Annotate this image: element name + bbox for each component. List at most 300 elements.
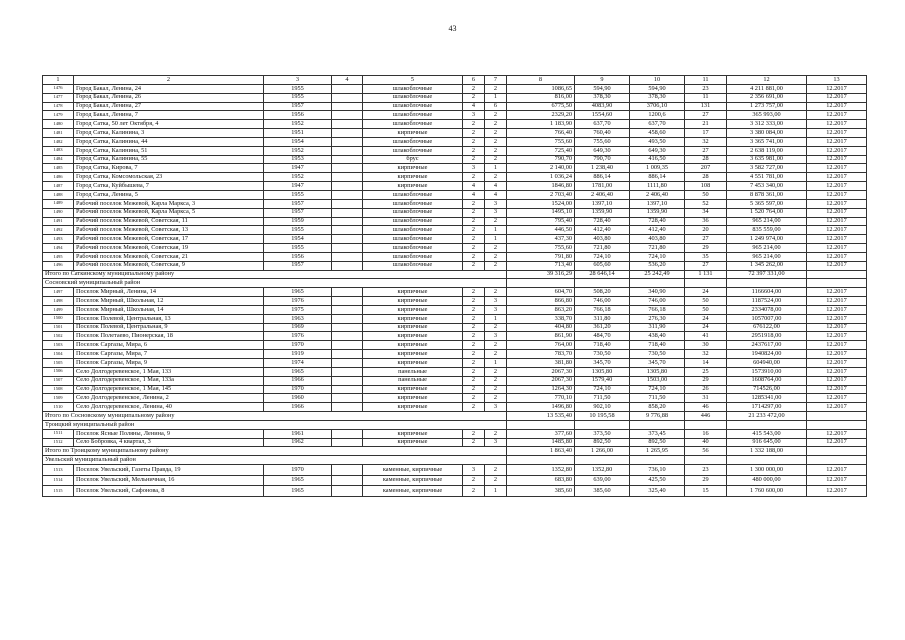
data-cell: 12.2017 — [807, 120, 867, 129]
address-cell: Поселок Полевой, Центральная, 13 — [74, 314, 264, 323]
row-number: 1512 — [43, 438, 74, 447]
table-row — [43, 217, 867, 226]
data-cell: 886,14 — [630, 173, 685, 182]
data-cell: 1955 — [264, 244, 332, 253]
data-cell: 2 — [485, 129, 507, 138]
table-row — [43, 199, 867, 208]
data-cell: 3 365 741,00 — [727, 137, 807, 146]
table-row — [43, 190, 867, 199]
row-number: 1483 — [43, 146, 74, 155]
table-row — [43, 84, 867, 93]
data-cell: кирпичные — [363, 323, 463, 332]
data-cell: 1397,10 — [630, 199, 685, 208]
data-cell: 1714297,00 — [727, 403, 807, 412]
total-value: 21 233 472,00 — [727, 412, 807, 421]
data-cell: шлакоблочные — [363, 208, 463, 217]
data-cell: 1955 — [264, 190, 332, 199]
data-cell: 12.2017 — [807, 199, 867, 208]
data-cell: 1 238,40 — [575, 164, 630, 173]
data-cell: 2 — [463, 261, 485, 270]
data-cell: 863,20 — [507, 305, 575, 314]
data-cell: 2 — [485, 173, 507, 182]
table-row — [43, 93, 867, 102]
empty-cell — [507, 279, 575, 288]
data-cell: 2 — [463, 199, 485, 208]
data-cell: 1954 — [264, 137, 332, 146]
address-cell: Село Долгодеревенское, 1 Мая, 133а — [74, 376, 264, 385]
table-row — [43, 305, 867, 314]
data-cell: 755,60 — [575, 137, 630, 146]
data-cell: кирпичные — [363, 403, 463, 412]
data-cell: 604940,00 — [727, 359, 807, 368]
data-cell: 381,80 — [507, 359, 575, 368]
data-cell: 12.2017 — [807, 102, 867, 111]
data-cell: 2 — [485, 261, 507, 270]
data-cell: 1952 — [264, 173, 332, 182]
data-cell: 1524,00 — [507, 199, 575, 208]
header-cell: 2 — [74, 76, 264, 85]
data-cell — [332, 102, 363, 111]
data-cell: 2 — [463, 155, 485, 164]
data-cell: 718,40 — [575, 341, 630, 350]
data-cell: 1285341,00 — [727, 394, 807, 403]
data-cell: 3 380 084,00 — [727, 129, 807, 138]
total-value: 72 397 331,00 — [727, 270, 807, 279]
data-cell: 1951 — [264, 129, 332, 138]
data-cell: 1947 — [264, 164, 332, 173]
total-value: 39 316,29 — [507, 270, 575, 279]
data-cell — [332, 288, 363, 297]
data-cell: 536,20 — [630, 261, 685, 270]
data-cell — [332, 146, 363, 155]
address-cell: Рабочий поселок Межевой, Карла Маркса, 3 — [74, 199, 264, 208]
data-cell: 1 — [485, 486, 507, 497]
data-cell: 1965 — [264, 486, 332, 497]
data-cell: 4083,90 — [575, 102, 630, 111]
data-cell: 718,40 — [630, 341, 685, 350]
data-cell: каменные, кирпичные — [363, 486, 463, 497]
total-value: 1 332 188,00 — [727, 447, 807, 456]
table-row — [43, 376, 867, 385]
data-cell: 31 — [685, 394, 727, 403]
table-row — [43, 475, 867, 486]
table-row — [43, 486, 867, 497]
data-cell: 12.2017 — [807, 341, 867, 350]
data-cell: 721,80 — [575, 244, 630, 253]
data-cell: 12.2017 — [807, 111, 867, 120]
data-cell — [332, 323, 363, 332]
row-number: 1488 — [43, 190, 74, 199]
data-cell: 1956 — [264, 111, 332, 120]
data-cell: 2 — [463, 438, 485, 447]
data-cell: 2 — [463, 93, 485, 102]
table-row — [43, 297, 867, 306]
data-cell — [332, 208, 363, 217]
data-cell: 639,00 — [575, 475, 630, 486]
data-cell: 1919 — [264, 350, 332, 359]
data-cell: 2 — [463, 376, 485, 385]
data-cell: 1965 — [264, 367, 332, 376]
data-cell: 1962 — [264, 438, 332, 447]
data-cell: 2 — [463, 235, 485, 244]
data-cell: 12.2017 — [807, 208, 867, 217]
data-cell: 12.2017 — [807, 155, 867, 164]
row-number: 1482 — [43, 137, 74, 146]
data-cell: 1264,30 — [507, 385, 575, 394]
data-cell: 4 — [463, 190, 485, 199]
data-cell — [332, 359, 363, 368]
data-cell: 11 — [685, 93, 727, 102]
data-cell: 3 — [463, 111, 485, 120]
data-cell: 965 214,00 — [727, 252, 807, 261]
data-cell: шлакоблочные — [363, 244, 463, 253]
data-cell: 2 — [463, 217, 485, 226]
data-cell: 12.2017 — [807, 465, 867, 476]
address-cell: Поселок Саргазы, Мира, 9 — [74, 359, 264, 368]
data-cell: 728,40 — [575, 217, 630, 226]
data-cell: 2334078,00 — [727, 305, 807, 314]
data-cell: 2 — [463, 359, 485, 368]
data-cell: 29 — [685, 244, 727, 253]
data-cell: 1495,10 — [507, 208, 575, 217]
data-cell: 1 345 262,00 — [727, 261, 807, 270]
empty-cell — [727, 456, 807, 465]
data-cell: 2 — [463, 367, 485, 376]
data-cell: 12.2017 — [807, 486, 867, 497]
data-cell: каменные, кирпичные — [363, 475, 463, 486]
address-cell: Рабочий поселок Межевой, Карла Маркса, 5 — [74, 208, 264, 217]
data-cell: 2 — [485, 217, 507, 226]
data-cell — [332, 403, 363, 412]
data-cell: кирпичные — [363, 288, 463, 297]
row-number: 1499 — [43, 305, 74, 314]
data-cell: 711,50 — [630, 394, 685, 403]
row-number: 1505 — [43, 359, 74, 368]
data-cell: 403,80 — [575, 235, 630, 244]
data-cell: 783,70 — [507, 350, 575, 359]
total-value: 9 776,88 — [630, 412, 685, 421]
table-row — [43, 173, 867, 182]
data-cell: 12.2017 — [807, 190, 867, 199]
data-cell — [332, 226, 363, 235]
data-cell: 415 543,00 — [727, 429, 807, 438]
data-cell: 1957 — [264, 208, 332, 217]
data-cell: 1397,10 — [575, 199, 630, 208]
data-cell: 12.2017 — [807, 84, 867, 93]
address-cell: Город Сатка, Ленина, 5 — [74, 190, 264, 199]
data-cell: 2 — [463, 252, 485, 261]
empty-cell — [807, 456, 867, 465]
data-cell: 2 — [485, 394, 507, 403]
data-cell — [332, 217, 363, 226]
data-cell: 52 — [685, 199, 727, 208]
data-cell: брус — [363, 155, 463, 164]
data-cell: 1970 — [264, 385, 332, 394]
data-cell: 2 — [485, 288, 507, 297]
row-number: 1485 — [43, 164, 74, 173]
data-cell: 2 — [485, 341, 507, 350]
data-cell: 27 — [685, 235, 727, 244]
header-cell: 7 — [485, 76, 507, 85]
empty-cell — [630, 456, 685, 465]
table-row — [43, 367, 867, 376]
data-cell: 24 — [685, 314, 727, 323]
total-value: 1 265,95 — [630, 447, 685, 456]
data-cell: 1957 — [264, 261, 332, 270]
empty-cell — [685, 279, 727, 288]
row-number: 1496 — [43, 261, 74, 270]
data-cell: 345,70 — [630, 359, 685, 368]
row-number: 1476 — [43, 84, 74, 93]
data-cell — [332, 155, 363, 164]
data-cell: 746,00 — [575, 297, 630, 306]
row-number: 1478 — [43, 102, 74, 111]
data-cell: 1 009,35 — [630, 164, 685, 173]
data-cell: 50 — [685, 305, 727, 314]
data-cell: 12.2017 — [807, 164, 867, 173]
data-cell: 458,60 — [630, 129, 685, 138]
data-cell: 965 214,00 — [727, 217, 807, 226]
data-cell: шлакоблочные — [363, 190, 463, 199]
data-cell — [332, 164, 363, 173]
data-cell: 3 635 981,00 — [727, 155, 807, 164]
total-row — [43, 412, 867, 421]
data-cell: 23 — [685, 465, 727, 476]
data-cell: 12.2017 — [807, 429, 867, 438]
data-cell: 2 — [485, 465, 507, 476]
header-cell: 6 — [463, 76, 485, 85]
data-cell: 1057007,00 — [727, 314, 807, 323]
data-cell: 131 — [685, 102, 727, 111]
table-row — [43, 137, 867, 146]
data-cell: 1 036,24 — [507, 173, 575, 182]
data-cell: 676122,00 — [727, 323, 807, 332]
row-number: 1509 — [43, 394, 74, 403]
data-cell: 16 — [685, 429, 727, 438]
data-cell: 1974 — [264, 359, 332, 368]
data-cell: 1 — [485, 359, 507, 368]
data-cell: 12.2017 — [807, 438, 867, 447]
data-cell — [332, 173, 363, 182]
table-row — [43, 385, 867, 394]
data-cell: 1 — [485, 235, 507, 244]
table-row — [43, 120, 867, 129]
row-number: 1491 — [43, 217, 74, 226]
data-cell: 1970 — [264, 465, 332, 476]
table-row — [43, 332, 867, 341]
data-cell: 108 — [685, 182, 727, 191]
data-cell: 2 — [463, 173, 485, 182]
empty-cell — [575, 456, 630, 465]
total-value: 28 646,14 — [575, 270, 630, 279]
empty-cell — [685, 456, 727, 465]
data-cell: кирпичные — [363, 164, 463, 173]
header-cell: 3 — [264, 76, 332, 85]
data-cell: 425,50 — [630, 475, 685, 486]
table-row — [43, 102, 867, 111]
row-number: 1477 — [43, 93, 74, 102]
data-cell: 365 993,00 — [727, 111, 807, 120]
address-cell: Поселок Саргазы, Мира, 6 — [74, 341, 264, 350]
data-cell: шлакоблочные — [363, 111, 463, 120]
data-cell: шлакоблочные — [363, 146, 463, 155]
table-row — [43, 226, 867, 235]
total-label: Итого по Сосновскому муниципальному району — [43, 412, 507, 421]
empty-cell — [575, 279, 630, 288]
data-cell: 377,60 — [507, 429, 575, 438]
data-cell — [332, 93, 363, 102]
data-cell: 12.2017 — [807, 93, 867, 102]
empty-cell — [807, 279, 867, 288]
data-cell: 1957 — [264, 199, 332, 208]
row-number: 1493 — [43, 235, 74, 244]
table-row — [43, 359, 867, 368]
data-cell — [332, 182, 363, 191]
address-cell: Рабочий поселок Межевой, Советская, 21 — [74, 252, 264, 261]
empty-cell — [507, 456, 575, 465]
header-cell: 5 — [363, 76, 463, 85]
row-number: 1507 — [43, 376, 74, 385]
address-cell: Город Сатка, Комсомольская, 23 — [74, 173, 264, 182]
data-cell: 2 — [463, 341, 485, 350]
data-cell: 2 — [463, 475, 485, 486]
table-row — [43, 261, 867, 270]
data-cell: 3 — [485, 199, 507, 208]
table-row — [43, 429, 867, 438]
data-cell: кирпичные — [363, 129, 463, 138]
data-cell: 34 — [685, 208, 727, 217]
data-cell: 8 878 361,00 — [727, 190, 807, 199]
data-cell: 361,20 — [575, 323, 630, 332]
table-row — [43, 314, 867, 323]
empty-cell — [575, 420, 630, 429]
address-cell: Город Сатка, 50 лет Октября, 4 — [74, 120, 264, 129]
data-cell: 12.2017 — [807, 359, 867, 368]
row-number: 1498 — [43, 297, 74, 306]
data-cell: 892,50 — [630, 438, 685, 447]
row-number: 1511 — [43, 429, 74, 438]
data-cell: 2 — [463, 208, 485, 217]
data-cell: 3 — [485, 438, 507, 447]
data-cell: 858,20 — [630, 403, 685, 412]
data-cell: 12.2017 — [807, 305, 867, 314]
row-number: 1484 — [43, 155, 74, 164]
data-cell — [332, 235, 363, 244]
data-cell — [332, 199, 363, 208]
table-row — [43, 252, 867, 261]
data-cell: 12.2017 — [807, 385, 867, 394]
data-cell: 746,00 — [630, 297, 685, 306]
header-cell: 12 — [727, 76, 807, 85]
table-row — [43, 341, 867, 350]
data-cell: 1 273 757,00 — [727, 102, 807, 111]
data-cell: 1846,80 — [507, 182, 575, 191]
data-cell: 2 — [485, 244, 507, 253]
data-cell: 1955 — [264, 84, 332, 93]
row-number: 1487 — [43, 182, 74, 191]
data-cell: 2 — [485, 111, 507, 120]
header-cell: 11 — [685, 76, 727, 85]
empty-cell — [685, 420, 727, 429]
empty-cell — [727, 279, 807, 288]
data-cell: 736,10 — [630, 465, 685, 476]
data-cell: 1 — [485, 93, 507, 102]
data-cell: 378,30 — [630, 93, 685, 102]
data-cell: 2951918,00 — [727, 332, 807, 341]
data-cell: кирпичные — [363, 350, 463, 359]
data-cell: 21 — [685, 120, 727, 129]
total-value — [807, 270, 867, 279]
data-cell: шлакоблочные — [363, 252, 463, 261]
data-cell: 46 — [685, 403, 727, 412]
data-cell: 446,50 — [507, 226, 575, 235]
data-cell: 1305,80 — [575, 367, 630, 376]
data-cell: 12.2017 — [807, 182, 867, 191]
total-value: 1 266,00 — [575, 447, 630, 456]
data-cell: 338,70 — [507, 314, 575, 323]
data-cell: 2 — [463, 129, 485, 138]
data-cell: 4 — [463, 182, 485, 191]
data-cell: 35 — [685, 252, 727, 261]
data-cell: кирпичные — [363, 394, 463, 403]
address-cell: Поселок Увельский, Сафонова, 8 — [74, 486, 264, 497]
data-cell: 594,90 — [575, 84, 630, 93]
data-cell — [332, 261, 363, 270]
header-cell: 13 — [807, 76, 867, 85]
data-cell: 12.2017 — [807, 235, 867, 244]
data-cell: 2 — [463, 332, 485, 341]
row-number: 1492 — [43, 226, 74, 235]
data-cell: 2 — [463, 226, 485, 235]
data-cell: 412,40 — [630, 226, 685, 235]
data-cell: 12.2017 — [807, 323, 867, 332]
data-cell: 795,40 — [507, 217, 575, 226]
address-cell: Рабочий поселок Межевой, Советская, 11 — [74, 217, 264, 226]
data-cell: 1966 — [264, 403, 332, 412]
table-row — [43, 350, 867, 359]
table-row — [43, 129, 867, 138]
data-cell: 755,60 — [507, 137, 575, 146]
data-cell: 12.2017 — [807, 217, 867, 226]
address-cell: Поселок Полевой, Центральная, 9 — [74, 323, 264, 332]
data-cell: 1359,90 — [630, 208, 685, 217]
data-cell: 2 — [463, 403, 485, 412]
data-cell: 12.2017 — [807, 173, 867, 182]
data-cell: 724,10 — [575, 252, 630, 261]
data-cell: кирпичные — [363, 359, 463, 368]
section-label: Увельский муниципальный район — [43, 456, 507, 465]
data-cell: 2 406,40 — [630, 190, 685, 199]
address-cell: Город Сатка, Кирова, 7 — [74, 164, 264, 173]
data-cell: 1963 — [264, 314, 332, 323]
data-cell: 1 520 764,00 — [727, 208, 807, 217]
data-cell: 403,80 — [630, 235, 685, 244]
data-cell — [332, 244, 363, 253]
data-cell: 24 — [685, 288, 727, 297]
row-number: 1514 — [43, 475, 74, 486]
data-cell: 2 703,40 — [507, 190, 575, 199]
data-cell: 1485,80 — [507, 438, 575, 447]
address-cell: Город Сатка, Калинина, 55 — [74, 155, 264, 164]
data-cell: кирпичные — [363, 182, 463, 191]
section-label: Сосновский муниципальный район — [43, 279, 507, 288]
data-cell: 3 312 333,00 — [727, 120, 807, 129]
data-cell: каменные, кирпичные — [363, 465, 463, 476]
data-cell: 2 — [463, 305, 485, 314]
data-cell: 725,40 — [507, 146, 575, 155]
data-cell: 1969 — [264, 323, 332, 332]
data-cell: шлакоблочные — [363, 217, 463, 226]
